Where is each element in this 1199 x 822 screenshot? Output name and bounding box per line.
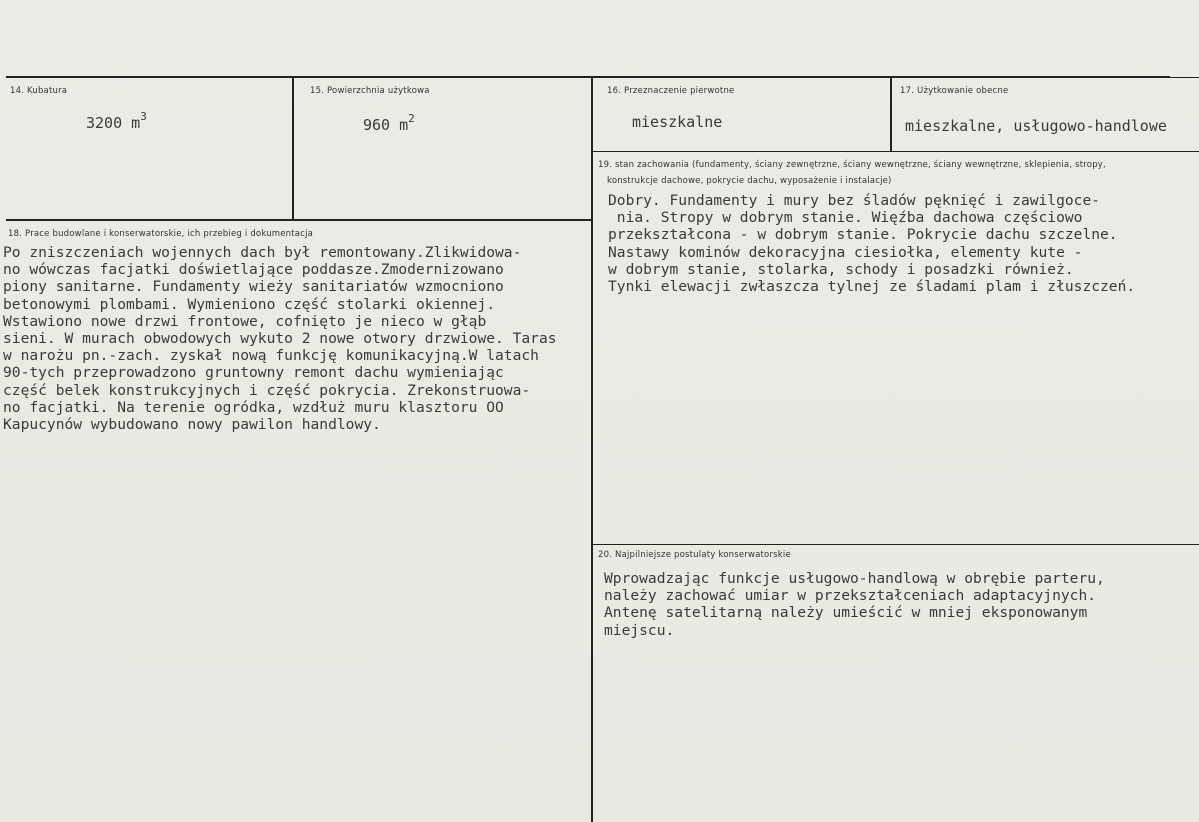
field17-value: mieszkalne, usługowo-handlowe <box>905 117 1167 135</box>
top-border <box>6 76 1170 78</box>
field18-text <box>3 244 557 433</box>
text-line: Po zniszczeniach wojennych dach był remontowany.Zlikwidowa- <box>3 244 522 261</box>
text-line: no wówczas facjatki doświetlające poddasze.Zmodernizowano <box>3 261 504 279</box>
field15-value <box>363 114 415 134</box>
text-line: przekształcona - w dobrym stanie. Pokrycie dachu szczelne. <box>608 226 1118 244</box>
field19-label <box>598 157 1106 189</box>
text-line: betonowymi plombami. Wymieniono część stolarki okiennej. <box>3 295 496 313</box>
text-line: należy zachować umiar w przekształceniach adaptacyjnych. <box>604 587 1097 605</box>
field19-label-line: konstrukcje dachowe, pokrycie dachu, wyposażenie i instalacje) <box>607 176 892 186</box>
field15-value-text: 960 m <box>363 116 409 134</box>
field15-unit-sup: 2 <box>408 112 415 125</box>
divider-16-17 <box>890 77 892 151</box>
text-line: Antenę satelitarną należy umieścić w mniej eksponowanym <box>604 604 1088 622</box>
field14-value-text: 3200 m <box>86 114 141 132</box>
field16-value: mieszkalne <box>632 113 723 131</box>
text-line: Wprowadzając funkcje usługowo-handlową w obrębie parteru, <box>604 570 1105 587</box>
text-line: 90-tych przeprowadzono gruntowny remont dachu wymieniając <box>3 364 504 382</box>
field19-label-line: 19. stan zachowania (fundamenty, ściany zewnętrzne, ściany wewnętrzne, ściany wewnętrzne, sklepienia, stropy, <box>598 160 1106 170</box>
text-line: nia. Stropy w dobrym stanie. Więźba dachowa częściowo <box>608 209 1083 227</box>
text-line: w dobrym stanie, stolarka, schody i posadzki również. <box>608 260 1074 278</box>
text-line: no facjatki. Na terenie ogródka, wzdłuż muru klasztoru OO <box>3 398 504 416</box>
field20-label: 20. Najpilniejsze postulaty konserwatorskie <box>598 550 791 560</box>
text-line: część belek konstrukcyjnych i część pokrycia. Zrekonstruowa- <box>3 381 531 399</box>
field14-label: 14. Kubatura <box>10 86 68 96</box>
text-line: miejscu. <box>604 621 675 639</box>
field14-unit-sup: 3 <box>140 110 147 123</box>
field15-label: 15. Powierzchnia użytkowa <box>310 86 430 96</box>
hline-above-18 <box>6 219 592 221</box>
field17-label: 17. Użytkowanie obecne <box>900 86 1009 96</box>
divider-14-15 <box>292 77 294 219</box>
field16-label: 16. Przeznaczenie pierwotne <box>607 86 735 96</box>
text-line: Wstawiono nowe drzwi frontowe, cofnięto je nieco w głąb <box>3 312 487 330</box>
text-line: Tynki elewacji zwłaszcza tylnej ze śladami plam i złuszczeń. <box>608 278 1136 296</box>
text-line: Kapucynów wybudowano nowy pawilon handlowy. <box>3 416 381 434</box>
text-line: piony sanitarne. Fundamenty wieży sanitariatów wzmocniono <box>3 278 504 296</box>
field14-value <box>86 112 147 132</box>
text-line: Nastawy kominów dekoracyjna ciesiołka, elementy kute - <box>608 243 1083 261</box>
text-line: Dobry. Fundamenty i mury bez śladów pęknięć i zawilgoce- <box>608 192 1101 209</box>
text-line: sieni. W murach obwodowych wykuto 2 nowe otwory drzwiowe. Taras <box>3 330 557 348</box>
top-border-right <box>1170 77 1199 78</box>
field19-text <box>608 192 1135 295</box>
field18-label: 18. Prace budowlane i konserwatorskie, ich przebieg i dokumentacja <box>8 229 314 239</box>
field20-text <box>604 570 1105 639</box>
divider-left-right <box>591 77 593 822</box>
text-line: w narożu pn.-zach. zyskał nową funkcję komunikacyjną.W latach <box>3 347 539 365</box>
hline-above-20 <box>592 544 1199 545</box>
hline-below-17 <box>592 151 1199 152</box>
